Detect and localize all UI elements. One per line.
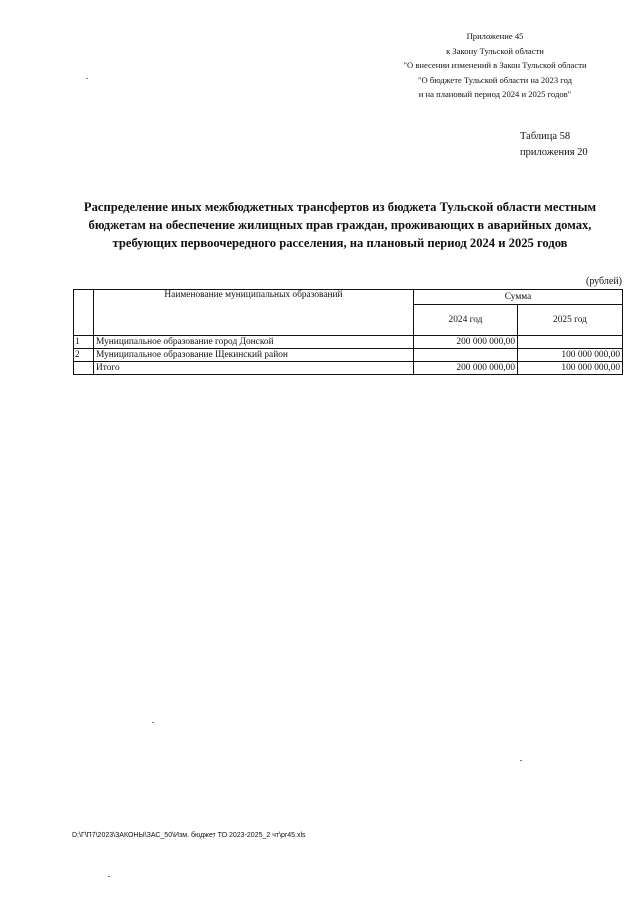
appendix-line: к Закону Тульской области (446, 45, 544, 56)
scan-speck (520, 760, 522, 761)
row-number: 1 (74, 336, 94, 349)
header-2025-cell: 2025 год (518, 305, 623, 336)
table-header-row (74, 290, 623, 305)
table-total-row (74, 362, 623, 375)
row-number: 2 (74, 349, 94, 362)
scan-speck (108, 876, 110, 877)
header-num-cell (74, 290, 94, 336)
table-row (74, 336, 623, 349)
table-reference-line: Таблица 58 (520, 131, 571, 142)
row-value-2024 (414, 349, 518, 362)
appendix-line: и на плановый период 2024 и 2025 годов" (418, 89, 572, 99)
scan-speck (86, 78, 88, 79)
table-reference-line: приложения 20 (520, 147, 588, 158)
header-2024-cell: 2024 год (414, 305, 518, 336)
row-value-2024: 200 000 000,00 (414, 336, 518, 349)
row-name: Муниципальное образование Щекинский район (94, 349, 414, 362)
row-value-2025 (518, 336, 623, 349)
total-value-2025: 100 000 000,00 (518, 362, 623, 375)
appendix-line: "О внесении изменений в Закон Тульской области (403, 60, 587, 70)
total-value-2024: 200 000 000,00 (414, 362, 518, 375)
table-row (74, 349, 623, 362)
row-value-2025: 100 000 000,00 (518, 349, 623, 362)
appendix-line: Приложение 45 (466, 31, 524, 41)
header-name-cell: Наименование муниципальных образований (94, 290, 414, 336)
total-number (74, 362, 94, 375)
table-reference (520, 129, 588, 161)
header-sum-cell: Сумма (414, 290, 623, 305)
appendix-line: "О бюджете Тульской области на 2023 год (418, 74, 572, 85)
transfers-table (73, 289, 623, 375)
units-label: (рублей) (585, 276, 622, 287)
total-label: Итого (94, 362, 414, 375)
document-title: Распределение иных межбюджетных трансфертов из бюджета Тульской области местным бюджетам на обеспечение жилищных прав граждан, проживающих в аварийных домах, требующих первоочередного расселения, на плановый период 2024 и 2025 годов (83, 200, 597, 250)
file-path-footer: D:\Г\П7\2023\ЗАКОНЫ\ЗАС_50\Изм. бюджет ТО 2023-2025_2 чт\pr45.xls (72, 832, 306, 839)
scan-speck (152, 722, 154, 723)
appendix-header (380, 29, 610, 102)
row-name: Муниципальное образование город Донской (94, 336, 414, 349)
